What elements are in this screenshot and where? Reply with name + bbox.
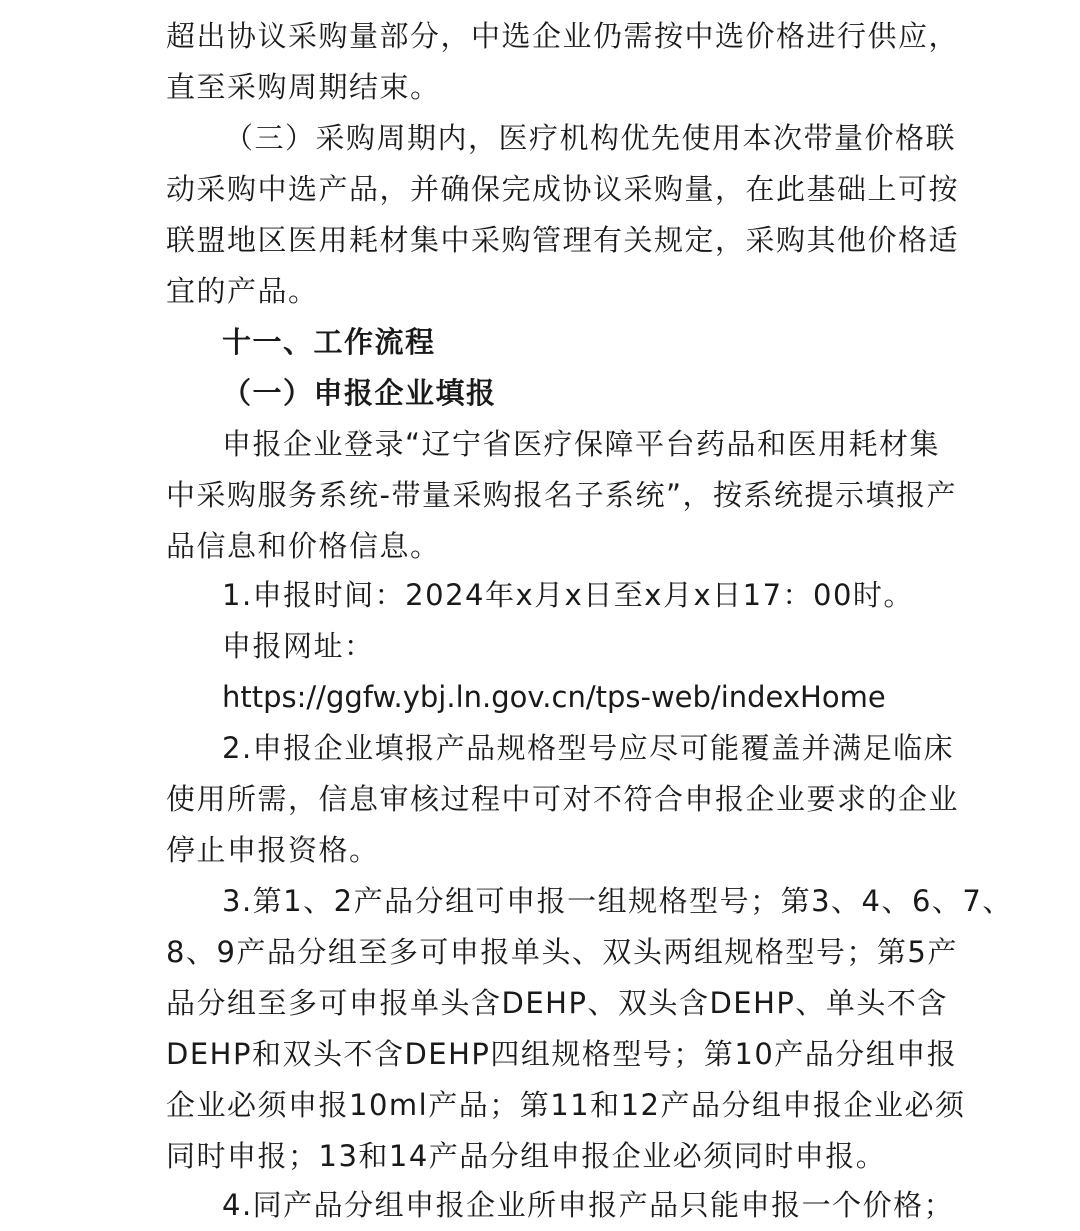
text-line: 2.申报企业填报产品规格型号应尽可能覆盖并满足临床	[222, 731, 955, 765]
text-line: 企业必须申报10ml产品；第11和12产品分组申报企业必须	[166, 1088, 966, 1122]
text-line: 动采购中选产品，并确保完成协议采购量，在此基础上可按	[166, 172, 960, 206]
text-line: DEHP和双头不含DEHP四组规格型号；第10产品分组申报	[166, 1037, 958, 1071]
application-url-label: 申报网址：	[222, 629, 375, 663]
text-line: 品分组至多可申报单头含DEHP、双头含DEHP、单头不含	[166, 986, 948, 1020]
text-line: 4.同产品分组申报企业所申报产品只能申报一个价格；	[222, 1188, 955, 1222]
application-url: https://ggfw.ybj.ln.gov.cn/tps-web/indexHome	[222, 680, 886, 714]
text-line: 超出协议采购量部分，中选企业仍需按中选价格进行供应，	[166, 19, 960, 53]
paragraph-3-start: （三）采购周期内，医疗机构优先使用本次带量价格联	[224, 121, 957, 155]
text-line: 使用所需，信息审核过程中可对不符合申报企业要求的企业	[166, 782, 960, 816]
text-line: 中采购服务系统-带量采购报名子系统”，按系统提示填报产	[166, 478, 957, 512]
text-line: 同时申报；13和14产品分组申报企业必须同时申报。	[166, 1139, 887, 1173]
text-line: 申报企业登录“辽宁省医疗保障平台药品和医用耗材集	[222, 427, 941, 461]
subsection-heading: （一）申报企业填报	[222, 376, 497, 410]
text-line: 3.第1、2产品分组可申报一组规格型号；第3、4、6、7、	[222, 884, 1013, 918]
section-heading-workflow: 十一、工作流程	[222, 325, 436, 359]
text-line: 直至采购周期结束。	[166, 70, 441, 104]
application-time: 1.申报时间：2024年x月x日至x月x日17：00时。	[222, 578, 914, 612]
text-line: 8、9产品分组至多可申报单头、双头两组规格型号；第5产	[166, 935, 958, 969]
text-line: 品信息和价格信息。	[166, 529, 441, 563]
text-line: 联盟地区医用耗材集中采购管理有关规定，采购其他价格适	[166, 223, 960, 257]
text-line: 停止申报资格。	[166, 833, 380, 867]
text-line: 宜的产品。	[166, 274, 319, 308]
